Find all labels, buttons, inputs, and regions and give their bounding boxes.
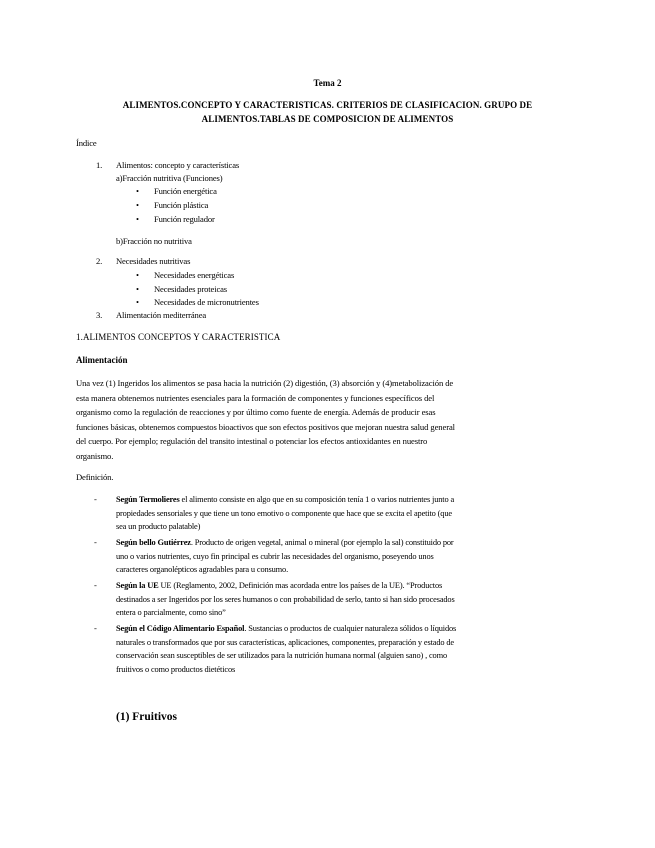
dash-glyph: - bbox=[94, 494, 97, 504]
alimentacion-paragraph bbox=[76, 376, 541, 463]
bullet-glyph: • bbox=[136, 186, 139, 196]
definition-item-termolieres bbox=[116, 493, 556, 534]
paragraph-line: esta manera obtenemos nutrientes esenciales para la formación de componentes y funciones específicos del bbox=[76, 392, 435, 403]
index-item-2-number: 2. bbox=[96, 256, 103, 266]
index-bullet-a-1: Función energética bbox=[154, 186, 217, 196]
definition-text: conservación sean susceptibles de ser utilizados para la nutrición humana normal (alguien sano) , como bbox=[116, 651, 447, 660]
paragraph-line: Una vez (1) Ingeridos los alimentos se pasa hacia la nutrición (2) digestión, (3) absorción y (4)metabolización de bbox=[76, 378, 454, 388]
dash-glyph: - bbox=[94, 537, 97, 547]
definition-text: UE (Reglamento, 2002, Definición mas acordada entre los países de la UE). “Productos bbox=[158, 581, 443, 590]
definition-text: fruitivos o como productos dietéticos bbox=[116, 664, 236, 674]
definition-text: entera o parcialmente, como sino” bbox=[116, 608, 226, 617]
bullet-glyph: • bbox=[136, 284, 139, 294]
index-item-1-label: Alimentos: concepto y características bbox=[116, 160, 240, 170]
definition-text: el alimento consiste en algo que en su composición tenía 1 o varios nutrientes junto a bbox=[179, 495, 455, 504]
index-item-2-label: Necesidades nutritivas bbox=[116, 256, 191, 266]
definition-text: . Producto de origen vegetal, animal o mineral (por ejemplo la sal) constituido por bbox=[190, 538, 454, 547]
paragraph-line: funciones básicas, obtenemos compuestos bioactivos que son efectos positivos que mejoran nuestra salud general bbox=[76, 421, 455, 432]
title-line-2: ALIMENTOS.TABLAS DE COMPOSICION DE ALIMENTOS bbox=[201, 114, 454, 124]
paragraph-line: organismo. bbox=[76, 450, 114, 461]
subsection-fruitivos: (1) Fruitivos bbox=[116, 711, 178, 723]
index-item-3-number: 3. bbox=[96, 310, 103, 320]
definition-item-bello-gutierrez bbox=[116, 536, 556, 577]
definition-text: caracteres organolépticos agradables para u consumo. bbox=[116, 565, 289, 574]
index-bullet-a-3: Función regulador bbox=[154, 214, 215, 224]
definition-text: naturales o transformados que por sus características, aplicaciones, componentes, preparación y estado de bbox=[116, 637, 454, 647]
section-1-heading: 1.ALIMENTOS CONCEPTOS Y CARACTERISTICA bbox=[76, 332, 281, 342]
definition-text: propiedades sensoriales y que tiene un tono emotivo o componente que hace que se excita el apetito (que bbox=[116, 508, 452, 518]
alimentacion-heading: Alimentación bbox=[76, 355, 128, 365]
paragraph-line: organismo como la regulación de reacciones y por último como fuente de energía. Además de producir esas bbox=[76, 407, 436, 417]
definition-source: Según Termolieres bbox=[116, 495, 180, 504]
index-bullet-a-2: Función plástica bbox=[154, 200, 209, 210]
definicion-heading: Definición. bbox=[76, 472, 114, 482]
definition-source: Según la UE bbox=[116, 581, 159, 590]
definition-source: Según bello Gutiérrez bbox=[116, 538, 191, 547]
definition-text: . Sustancias o productos de cualquier naturaleza sólidos o líquidos bbox=[244, 624, 457, 633]
index-item-1-number: 1. bbox=[96, 160, 103, 170]
title-line-1: ALIMENTOS.CONCEPTO Y CARACTERISTICAS. CRITERIOS DE CLASIFICACION. GRUPO DE bbox=[122, 100, 533, 110]
index-bullet-2-3: Necesidades de micronutrientes bbox=[154, 297, 259, 307]
index-bullet-2-1: Necesidades energéticas bbox=[154, 270, 235, 280]
topic-label: Tema 2 bbox=[313, 78, 342, 88]
definition-source: Según el Código Alimentario Español bbox=[116, 624, 245, 633]
index-heading: Índice bbox=[76, 138, 97, 148]
definition-item-ue bbox=[116, 579, 556, 620]
bullet-glyph: • bbox=[136, 200, 139, 210]
index-fraction-a: a)Fracción nutritiva (Funciones) bbox=[116, 173, 223, 183]
definition-item-codigo-alimentario bbox=[116, 622, 556, 676]
definition-text: sea un producto palatable) bbox=[116, 522, 201, 531]
index-fraction-b: b)Fracción no nutritiva bbox=[116, 236, 192, 246]
bullet-glyph: • bbox=[136, 270, 139, 280]
definition-text: destinados a ser Ingeridos por los seres humanos o con probabilidad de serlo, tanto si han sido procesados bbox=[116, 594, 455, 604]
index-item-3-label: Alimentación mediterránea bbox=[116, 310, 207, 320]
bullet-glyph: • bbox=[136, 214, 139, 224]
dash-glyph: - bbox=[94, 623, 97, 633]
dash-glyph: - bbox=[94, 580, 97, 590]
paragraph-line: del cuerpo. Por ejemplo; regulación del transito intestinal o potenciar los efectos antioxidantes en nuestro bbox=[76, 436, 428, 446]
definition-text: uno o varios nutrientes, cuyo fin principal es cubrir las necesidades del organismo, poseyendo unos bbox=[116, 551, 434, 561]
bullet-glyph: • bbox=[136, 297, 139, 307]
index-bullet-2-2: Necesidades proteicas bbox=[154, 284, 227, 294]
